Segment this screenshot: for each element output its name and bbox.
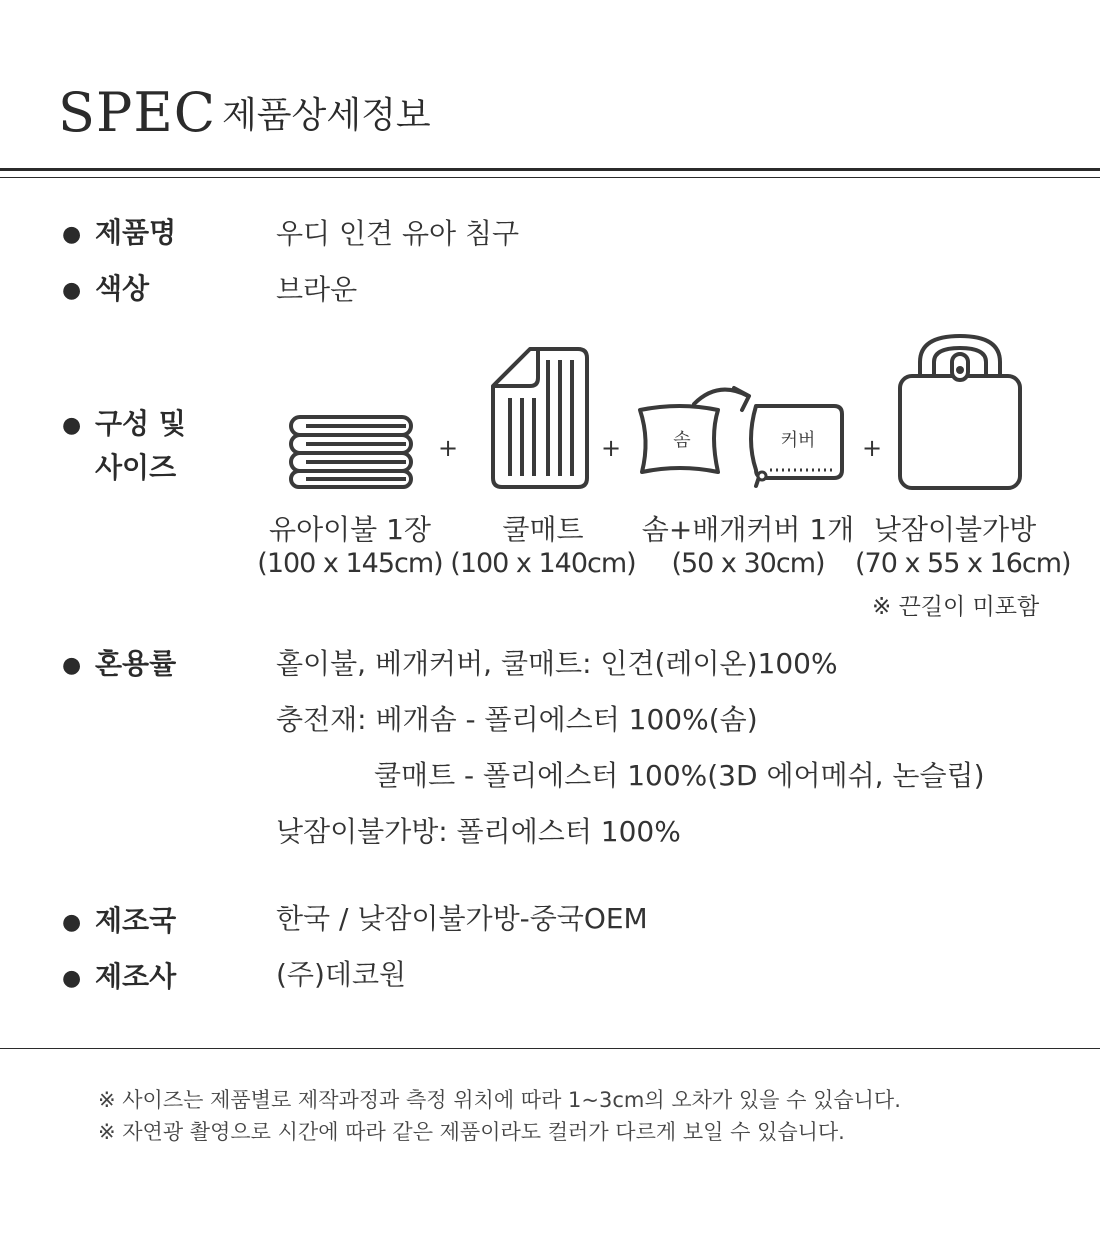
nap-bag-icon	[896, 332, 1024, 492]
note-size-tolerance: ※ 사이즈는 제품별로 제작과정과 측정 위치에 따라 1~3cm의 오차가 있을 수 있습니다.	[98, 1088, 901, 1112]
plus-sign: +	[862, 434, 883, 462]
pillow-name: 솜+배개커버 1개	[641, 513, 855, 546]
mat-name: 쿨매트	[502, 513, 584, 546]
blanket-size: (100 x 145cm)	[257, 548, 443, 579]
mat-size: (100 x 140cm)	[450, 548, 636, 579]
blend-line4: 낮잠이불가방: 폴리에스터 100%	[276, 815, 681, 848]
bullet: ●	[62, 653, 82, 678]
footer-divider	[0, 1048, 1100, 1049]
bullet: ●	[62, 413, 82, 438]
country-label: 제조국	[95, 904, 177, 937]
cool-mat-icon	[490, 346, 590, 490]
color-label: 색상	[95, 272, 150, 305]
country-value: 한국 / 낮잠이불가방-중국OEM	[276, 902, 648, 935]
maker-value: (주)데코원	[276, 958, 407, 991]
bag-size: (70 x 55 x 16cm)	[855, 548, 1071, 579]
bullet: ●	[62, 910, 82, 935]
bullet: ●	[62, 278, 82, 303]
blend-label: 혼용률	[95, 647, 177, 680]
composition-label-line1: 구성 및	[95, 407, 186, 440]
bullet: ●	[62, 966, 82, 991]
pillow-size: (50 x 30cm)	[671, 548, 825, 579]
note-color-variance: ※ 자연광 촬영으로 시간에 따라 같은 제품이라도 컬러가 다르게 보일 수 있습니다.	[98, 1120, 845, 1144]
plus-sign: +	[601, 434, 622, 462]
header-divider-thin	[0, 177, 1100, 178]
bullet: ●	[62, 222, 82, 247]
plus-sign: +	[438, 434, 459, 462]
bag-note: ※ 끈길이 미포함	[872, 594, 1040, 620]
product-name-label: 제품명	[95, 216, 177, 249]
pillow-cover-icon	[636, 374, 848, 490]
folded-blanket-icon	[288, 412, 414, 492]
maker-label: 제조사	[95, 960, 177, 993]
blend-line1: 홑이불, 베개커버, 쿨매트: 인견(레이온)100%	[276, 647, 838, 680]
header-divider-thick	[0, 168, 1100, 171]
composition-label-line2: 사이즈	[95, 451, 177, 484]
cover-label: 커버	[780, 430, 816, 451]
blend-line2: 충전재: 베개솜 - 폴리에스터 100%(솜)	[276, 703, 758, 736]
blend-line3: 쿨매트 - 폴리에스터 100%(3D 에어메쉬, 논슬립)	[374, 759, 985, 792]
spec-title: SPEC	[58, 81, 217, 144]
pillow-label: 솜	[673, 430, 691, 451]
color-value: 브라운	[276, 273, 358, 306]
spec-subtitle: 제품상세정보	[222, 95, 431, 136]
blanket-name: 유아이불 1장	[269, 513, 431, 546]
product-name-value: 우디 인견 유아 침구	[276, 217, 520, 250]
bag-name: 낮잠이불가방	[873, 513, 1037, 546]
